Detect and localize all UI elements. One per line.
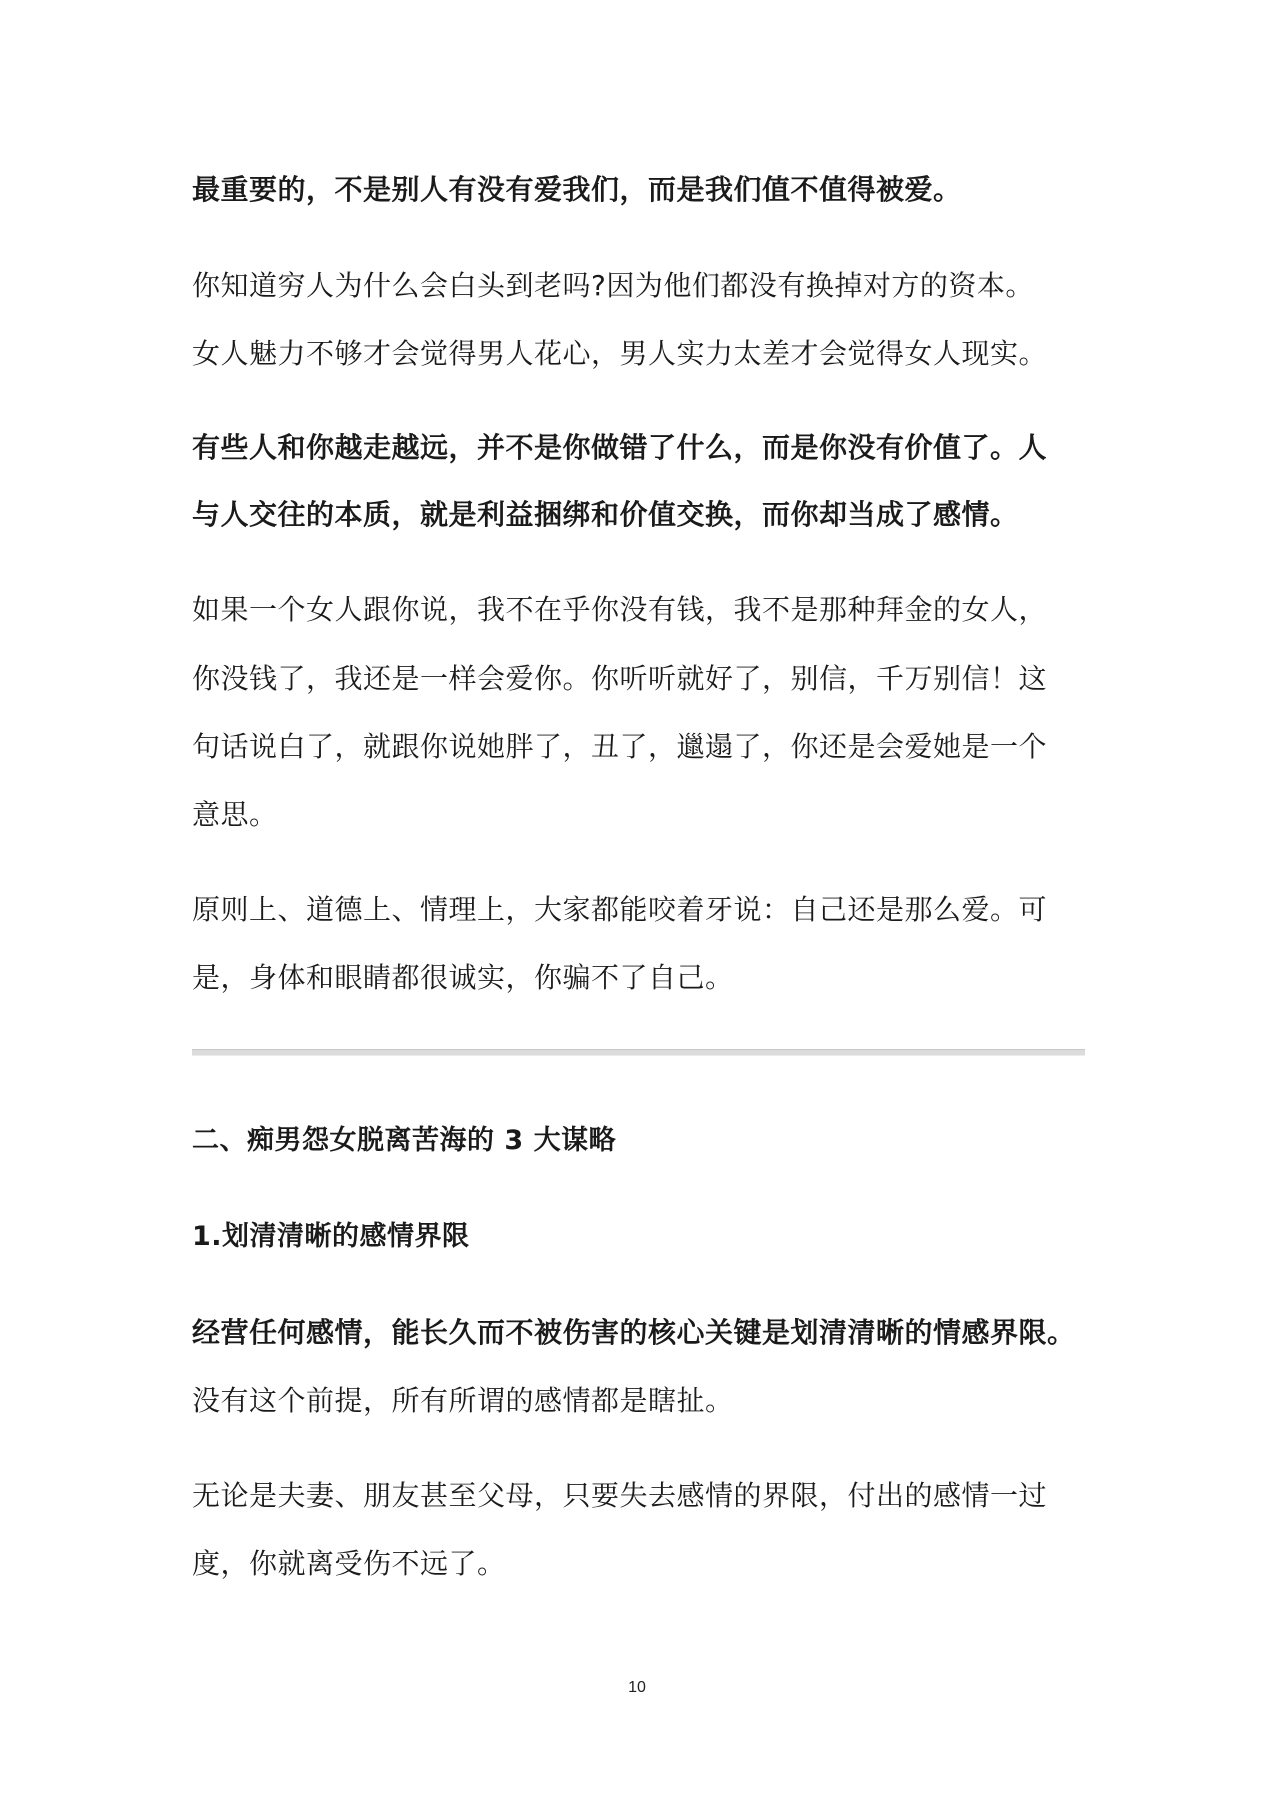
paragraph-line: 意思。: [192, 798, 278, 831]
paragraph-line: 是，身体和眼睛都很诚实，你骗不了自己。: [192, 961, 734, 994]
paragraph-line: 最重要的，不是别人有没有爱我们，而是我们值不值得被爱。: [192, 173, 962, 206]
page-number: 10: [628, 1679, 646, 1696]
paragraph-line: 经营任何感情，能长久而不被伤害的核心关键是划清清晰的情感界限。: [192, 1316, 1076, 1349]
paragraph-line: 有些人和你越走越远，并不是你做错了什么，而是你没有价值了。人: [192, 431, 1048, 464]
paragraph-line: 没有这个前提，所有所谓的感情都是瞎扯。: [192, 1384, 734, 1417]
paragraph-line: 原则上、道德上、情理上，大家都能咬着牙说：自己还是那么爱。可: [192, 893, 1048, 926]
paragraph-line: 与人交往的本质，就是利益捆绑和价值交换，而你却当成了感情。: [192, 498, 1019, 531]
paragraph-line: 无论是夫妻、朋友甚至父母，只要失去感情的界限，付出的感情一过: [192, 1479, 1048, 1512]
section-heading: 二、痴男怨女脱离苦海的 3 大谋略: [192, 1125, 617, 1156]
subsection-heading: 1.划清清晰的感情界限: [192, 1221, 470, 1252]
paragraph-line: 你知道穷人为什么会白头到老吗?因为他们都没有换掉对方的资本。: [192, 269, 1034, 302]
paragraph-line: 句话说白了，就跟你说她胖了，丑了，邋遢了，你还是会爱她是一个: [192, 730, 1048, 763]
paragraph-line: 如果一个女人跟你说，我不在乎你没有钱，我不是那种拜金的女人，: [192, 593, 1048, 626]
paragraph-line: 度，你就离受伤不远了。: [192, 1547, 506, 1580]
section-divider: [192, 1049, 1085, 1056]
paragraph-line: 你没钱了，我还是一样会爱你。你听听就好了，别信，千万别信！这: [192, 662, 1048, 695]
paragraph-line: 女人魅力不够才会觉得男人花心，男人实力太差才会觉得女人现实。: [192, 337, 1048, 370]
